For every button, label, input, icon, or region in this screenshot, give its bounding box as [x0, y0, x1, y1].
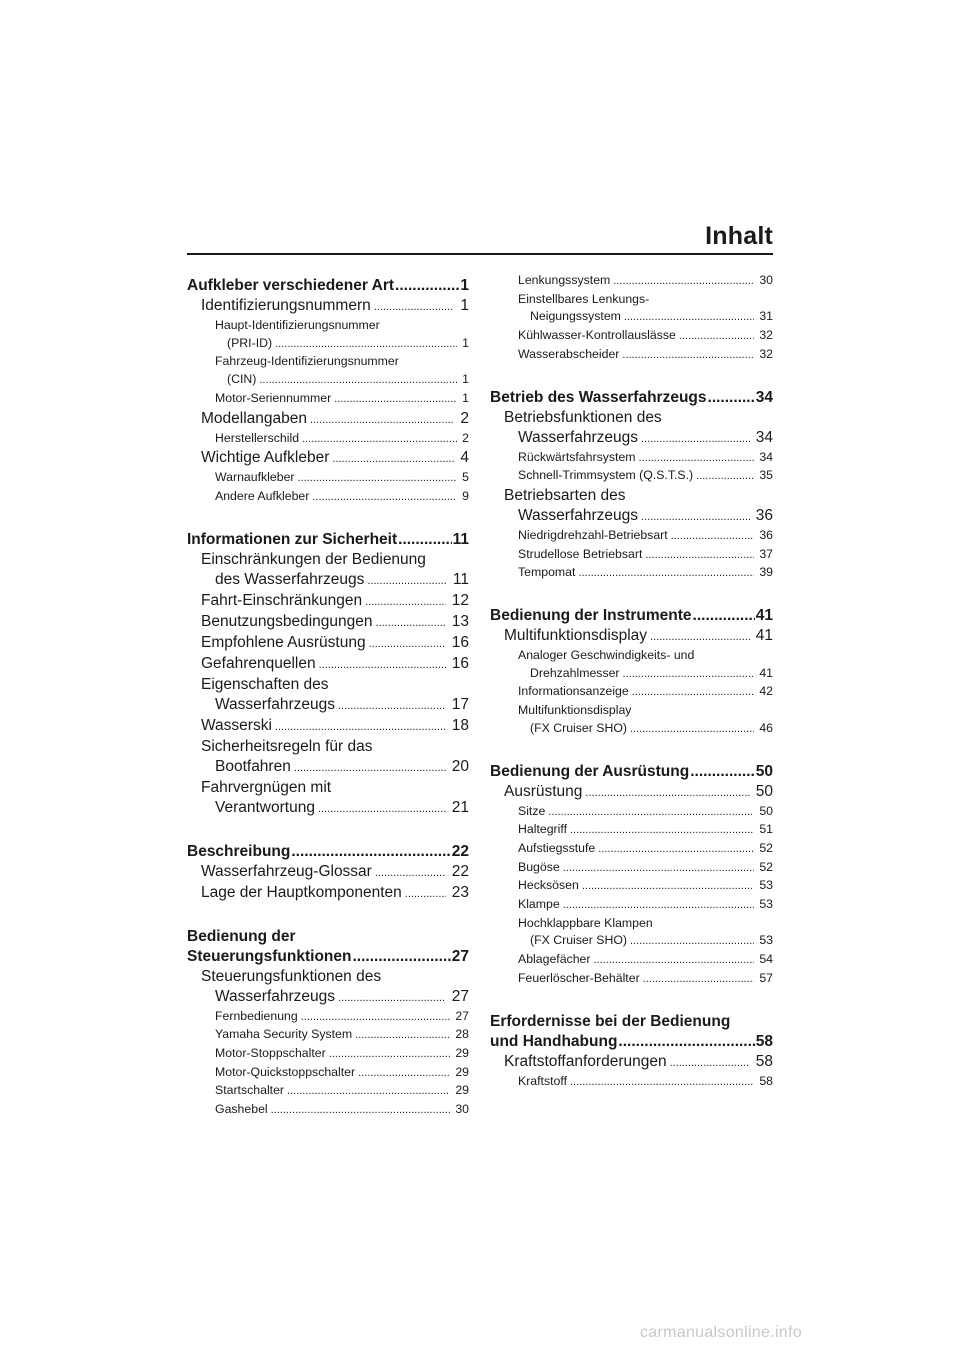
dot-leader — [302, 430, 457, 449]
dot-leader — [618, 1032, 754, 1052]
toc-entry-page: 29 — [455, 1064, 469, 1079]
dot-leader — [358, 1064, 450, 1083]
toc-entry-title: Kraftstoff — [518, 1073, 567, 1088]
dot-leader — [365, 591, 446, 612]
toc-entry-page: 36 — [759, 527, 773, 542]
dot-leader — [645, 546, 754, 565]
toc-entry-title: Fernbedienung — [215, 1008, 298, 1023]
toc-entry-title: Lenkungssystem — [518, 273, 611, 287]
toc-entry-title: Multifunktionsdisplay — [518, 703, 632, 718]
dot-leader — [369, 633, 446, 654]
dot-leader — [630, 932, 754, 951]
toc-entry-title: (FX Cruiser SHO) — [530, 933, 628, 948]
toc-entry-title: Fahrt-Einschränkungen — [201, 591, 363, 609]
toc-entry-title: Herstellerschild — [215, 430, 300, 445]
toc-entry[interactable] — [187, 757, 469, 778]
toc-entry-page: 53 — [759, 878, 773, 893]
toc-entry-page: 52 — [759, 840, 773, 855]
toc-entry-page: 46 — [759, 720, 773, 735]
toc-entry-title: Strudellose Betriebsart — [518, 546, 643, 561]
toc-entry[interactable] — [187, 276, 469, 296]
toc-entry-page: 16 — [451, 633, 469, 651]
toc-entry-title: Multifunktionsdisplay — [504, 627, 648, 645]
toc-entry-heading — [187, 317, 469, 335]
toc-entry-heading — [187, 675, 469, 695]
toc-entry-page: 41 — [759, 665, 773, 680]
toc-entry-title: Betrieb des Wasserfahrzeugs — [490, 388, 707, 406]
toc-entry[interactable] — [490, 720, 773, 739]
toc-entry[interactable] — [187, 409, 469, 430]
toc-entry-title: Bugöse — [518, 859, 560, 874]
toc-entry-title: (FX Cruiser SHO) — [530, 720, 628, 735]
dot-leader — [334, 390, 457, 409]
toc-entry[interactable] — [490, 1073, 773, 1092]
toc-entry-title: Hochklappbare Klampen — [518, 915, 653, 930]
toc-entry[interactable] — [490, 762, 773, 782]
dot-leader — [670, 1052, 750, 1073]
toc-entry-title: (PRI-ID) — [227, 335, 273, 350]
toc-entry-title: Kühlwasser-Kontrollauslässe — [518, 328, 676, 343]
toc-entry-title: des Wasserfahrzeugs — [215, 570, 365, 588]
toc-entry-heading — [490, 702, 773, 720]
dot-leader — [563, 896, 755, 915]
watermark: carmanualsonline.info — [640, 1324, 802, 1341]
toc-entry[interactable] — [490, 896, 773, 915]
toc-entry-title: Motor-Quickstoppschalter — [215, 1064, 356, 1079]
toc-entry-title: Lage der Hauptkomponenten — [201, 883, 402, 901]
toc-entry[interactable] — [490, 564, 773, 583]
toc-entry[interactable] — [490, 527, 773, 546]
toc-entry[interactable] — [490, 782, 773, 803]
toc-entry-title: Tempomat — [518, 565, 576, 580]
dot-leader — [291, 842, 450, 862]
toc-entry-title: Betriebsfunktionen des — [504, 408, 662, 426]
toc-entry-page: 1 — [462, 390, 469, 405]
toc-entry[interactable] — [187, 296, 469, 317]
toc-entry[interactable] — [490, 308, 773, 327]
toc-entry[interactable] — [187, 430, 469, 449]
toc-entry-page: 42 — [759, 684, 773, 699]
toc-entry-page: 29 — [455, 1046, 469, 1061]
toc-entry-title: Gefahrenquellen — [201, 654, 316, 672]
toc-entry-page: 50 — [755, 782, 773, 800]
dot-leader — [338, 695, 446, 716]
dot-leader — [639, 449, 755, 468]
toc-entry[interactable] — [490, 932, 773, 951]
dot-leader — [318, 798, 446, 819]
toc-entry-title: Sitze — [518, 803, 546, 818]
toc-entry-title: Yamaha Security System — [215, 1027, 353, 1042]
toc-entry-page: 4 — [460, 449, 469, 467]
dot-leader — [301, 1008, 451, 1027]
toc-entry[interactable] — [490, 546, 773, 565]
toc-entry-page: 34 — [759, 449, 773, 464]
toc-entry-page: 53 — [759, 897, 773, 912]
toc-entry-title: Aufkleber verschiedener Art — [187, 277, 395, 294]
toc-entry-page: 11 — [452, 570, 469, 588]
toc-entry-title: Wasserfahrzeug-Glossar — [201, 862, 372, 880]
toc-entry-heading — [187, 737, 469, 757]
toc-entry-page: 1 — [462, 372, 469, 387]
toc-entry-page: 30 — [759, 273, 773, 287]
toc-entry-page: 51 — [759, 822, 773, 837]
toc-entry[interactable] — [187, 695, 469, 716]
dot-leader — [329, 1045, 451, 1064]
toc-entry[interactable] — [490, 859, 773, 878]
toc-entry-title: Beschreibung — [187, 842, 291, 860]
toc-entry-title: Drehzahlmesser — [530, 665, 620, 680]
dot-leader — [582, 877, 754, 896]
dot-leader — [275, 335, 457, 354]
toc-entry-title: Klampe — [518, 897, 560, 912]
toc-entry-title: Betriebsarten des — [504, 486, 626, 504]
toc-entry-title: Gashebel — [215, 1102, 268, 1117]
toc-entry-title: Analoger Geschwindigkeits- und — [518, 648, 695, 663]
toc-entry[interactable] — [490, 970, 773, 989]
toc-entry-page: 1 — [460, 277, 469, 294]
toc-entry-title: Bootfahren — [215, 757, 291, 775]
toc-entry-heading — [490, 291, 773, 309]
toc-entry-heading — [187, 353, 469, 371]
dot-leader — [624, 308, 754, 327]
dot-leader — [623, 665, 755, 684]
toc-entry-title: Empfohlene Ausrüstung — [201, 633, 366, 651]
toc-entry-page: 11 — [452, 530, 469, 548]
dot-leader — [395, 276, 459, 296]
toc-entry-page: 52 — [759, 859, 773, 874]
page-title: Inhalt — [705, 222, 773, 250]
toc-entry-page: 13 — [451, 612, 469, 630]
toc-column-left — [187, 276, 469, 1120]
toc-entry-title: Motor-Seriennummer — [215, 390, 332, 405]
toc-entry[interactable] — [187, 1045, 469, 1064]
toc-entry[interactable] — [490, 840, 773, 859]
toc-entry-title: (CIN) — [227, 372, 257, 387]
toc-entry-heading — [490, 408, 773, 428]
toc-entry-page: 37 — [759, 546, 773, 561]
toc-entry[interactable] — [490, 272, 773, 291]
toc-entry[interactable] — [490, 467, 773, 486]
toc-entry[interactable] — [187, 947, 469, 967]
toc-entry-page: 39 — [759, 565, 773, 580]
toc-entry-page: 32 — [759, 346, 773, 361]
toc-entry-title: Warnaufkleber — [215, 470, 295, 485]
dot-leader — [352, 947, 450, 967]
toc-entry-title: Wasserski — [201, 716, 272, 734]
toc-entry-page: 27 — [455, 1008, 469, 1023]
toc-entry-title: Wasserfahrzeugs — [518, 428, 639, 446]
toc-entry-page: 58 — [755, 1032, 773, 1050]
dot-leader — [641, 506, 750, 527]
toc-entry[interactable] — [490, 683, 773, 702]
toc-entry-page: 50 — [755, 762, 773, 780]
toc-entry-page: 12 — [451, 591, 469, 609]
toc-entry-page: 1 — [460, 297, 469, 314]
toc-entry-page: 18 — [451, 716, 469, 734]
toc-entry[interactable] — [490, 821, 773, 840]
toc-entry-title: Ablagefächer — [518, 952, 591, 967]
dot-leader — [548, 803, 754, 822]
dot-leader — [630, 720, 754, 739]
toc-entry-page: 41 — [755, 607, 773, 625]
toc-entry-title: Wichtige Aufkleber — [201, 449, 330, 467]
toc-entry[interactable] — [187, 633, 469, 654]
toc-entry[interactable] — [490, 803, 773, 822]
toc-entry[interactable] — [187, 1082, 469, 1101]
toc-entry[interactable] — [490, 327, 773, 346]
toc-entry-title: Wasserfahrzeugs — [215, 695, 336, 713]
toc-entry-title: Wasserfahrzeugs — [215, 987, 336, 1005]
toc-entry-page: 2 — [462, 430, 469, 445]
toc-entry-page: 36 — [755, 506, 773, 524]
dot-leader — [374, 296, 455, 317]
toc-entry[interactable] — [490, 665, 773, 684]
toc-entry-title: Informationsanzeige — [518, 684, 629, 699]
toc-entry-page: 30 — [455, 1102, 469, 1117]
toc-entry[interactable] — [187, 530, 469, 550]
toc-entry[interactable] — [490, 951, 773, 970]
toc-entry-page: 35 — [759, 468, 773, 483]
toc-entry-heading — [187, 967, 469, 987]
toc-entry-page: 9 — [462, 488, 469, 503]
toc-entry[interactable] — [187, 335, 469, 354]
toc-entry[interactable] — [490, 606, 773, 626]
dot-leader — [622, 346, 754, 365]
dot-leader — [585, 782, 749, 803]
toc-entry[interactable] — [490, 428, 773, 449]
dot-leader — [679, 327, 754, 346]
toc-entry-title: Bedienung der Ausrüstung — [490, 762, 690, 780]
toc-entry-heading — [187, 778, 469, 798]
toc-entry-title: Informationen zur Sicherheit — [187, 530, 398, 548]
toc-entry-title: Einstellbares Lenkungs- — [518, 291, 650, 306]
toc-entry-page: 57 — [759, 970, 773, 985]
dot-leader — [405, 883, 446, 904]
toc-entry-page: 41 — [755, 627, 773, 645]
dot-leader — [355, 1026, 450, 1045]
toc-entry-title: Schnell-Trimmsystem (Q.S.T.S.) — [518, 468, 694, 483]
toc-entry-title: Niedrigdrehzahl-Betriebsart — [518, 527, 668, 542]
toc-entry-page: 50 — [759, 803, 773, 818]
toc-entry[interactable] — [187, 798, 469, 819]
dot-leader — [613, 272, 754, 291]
toc-entry-page: 20 — [451, 757, 469, 775]
toc-entry[interactable] — [187, 1026, 469, 1045]
toc-entry-title: Motor-Stoppschalter — [215, 1046, 326, 1061]
dot-leader — [338, 987, 446, 1008]
toc-entry-title: Modellangaben — [201, 409, 308, 427]
toc-entry[interactable] — [187, 591, 469, 612]
dot-leader — [570, 821, 754, 840]
toc-entry[interactable] — [490, 346, 773, 365]
toc-entry-page: 53 — [759, 933, 773, 948]
toc-entry-title: Eigenschaften des — [201, 675, 329, 693]
toc-entry-heading — [490, 486, 773, 506]
toc-entry-page: 23 — [451, 883, 469, 901]
toc-entry-page: 27 — [451, 987, 469, 1005]
toc-entry-title: Identifizierungsnummern — [201, 297, 371, 314]
dot-leader — [671, 527, 755, 546]
toc-entry-heading — [187, 550, 469, 570]
dot-leader — [319, 654, 446, 675]
toc-entry-title: Einschränkungen der Bedienung — [201, 550, 426, 568]
dot-leader — [367, 570, 447, 591]
dot-leader — [598, 840, 754, 859]
toc-entry[interactable] — [187, 862, 469, 883]
dot-leader — [690, 762, 755, 782]
toc-entry-page: 27 — [451, 947, 469, 965]
dot-leader — [570, 1073, 754, 1092]
toc-entry-heading — [490, 647, 773, 665]
toc-entry-page: 58 — [759, 1073, 773, 1088]
toc-entry-title: Steuerungsfunktionen des — [201, 967, 382, 985]
dot-leader — [563, 859, 755, 878]
toc-entry-page: 54 — [759, 952, 773, 967]
dot-leader — [696, 467, 754, 486]
toc-entry-title: Bedienung der Instrumente — [490, 607, 692, 625]
toc-entry-page: 5 — [462, 470, 469, 485]
toc-entry-page: 34 — [755, 428, 773, 446]
toc-entry[interactable] — [187, 987, 469, 1008]
toc-entry[interactable] — [187, 612, 469, 633]
toc-entry-title: Kraftstoffanforderungen — [504, 1052, 667, 1070]
toc-entry[interactable] — [187, 390, 469, 409]
toc-entry-heading — [490, 915, 773, 933]
toc-entry-heading — [187, 927, 469, 947]
toc-entry-title: Hecksösen — [518, 878, 579, 893]
toc-entry-title: Benutzungsbedingungen — [201, 612, 373, 630]
toc-entry[interactable] — [490, 1032, 773, 1052]
toc-entry-title: Fahrvergnügen mit — [201, 778, 332, 796]
toc-entry-title: Sicherheitsregeln für das — [201, 737, 373, 755]
toc-entry[interactable] — [187, 1064, 469, 1083]
toc-entry-page: 28 — [455, 1027, 469, 1042]
dot-leader — [294, 757, 446, 778]
dot-leader — [632, 683, 755, 702]
toc-entry-page: 31 — [759, 309, 773, 324]
dot-leader — [271, 1101, 451, 1120]
dot-leader — [275, 716, 446, 737]
toc-entry[interactable] — [187, 1101, 469, 1120]
toc-entry[interactable] — [187, 448, 469, 469]
toc-entry[interactable] — [187, 1008, 469, 1027]
toc-entry-page: 29 — [455, 1083, 469, 1098]
dot-leader — [593, 951, 754, 970]
dot-leader — [398, 530, 451, 550]
toc-entry-title: Andere Aufkleber — [215, 488, 310, 503]
toc-entry[interactable] — [187, 570, 469, 591]
toc-entry-page: 2 — [460, 409, 469, 427]
dot-leader — [259, 371, 457, 390]
dot-leader — [298, 469, 458, 488]
toc-entry-page: 22 — [451, 842, 469, 860]
toc-entry-title: Feuerlöscher-Behälter — [518, 970, 640, 985]
toc-entry-page: 1 — [462, 335, 469, 350]
toc-column-right — [490, 272, 773, 1091]
toc-entry-title: Wasserabscheider — [518, 346, 620, 361]
toc-entry-page: 17 — [451, 695, 469, 713]
toc-entry[interactable] — [490, 506, 773, 527]
toc-entry[interactable] — [490, 626, 773, 647]
toc-entry-title: Haltegriff — [518, 822, 567, 837]
dot-leader — [650, 626, 750, 647]
toc-entry-page: 22 — [451, 862, 469, 880]
toc-entry-title: Haupt-Identifizierungsnummer — [215, 318, 380, 332]
toc-entry-page: 21 — [451, 798, 469, 816]
toc-entry[interactable] — [187, 654, 469, 675]
dot-leader — [287, 1082, 450, 1101]
toc-entry-title: Rückwärtsfahrsystem — [518, 449, 636, 464]
dot-leader — [310, 409, 454, 430]
toc-entry-heading — [490, 1012, 773, 1032]
dot-leader — [332, 448, 454, 469]
toc-entry-title: und Handhabung — [490, 1032, 618, 1050]
toc-entry-title: Verantwortung — [215, 798, 315, 816]
toc-entry[interactable] — [490, 1052, 773, 1073]
toc-entry-page: 58 — [755, 1052, 773, 1070]
dot-leader — [312, 488, 457, 507]
toc-entry-title: Neigungssystem — [530, 309, 621, 324]
toc-entry-title: Wasserfahrzeugs — [518, 506, 639, 524]
toc-entry[interactable] — [187, 716, 469, 737]
toc-entry[interactable] — [187, 469, 469, 488]
toc-entry-title: Fahrzeug-Identifizierungsnummer — [215, 354, 399, 369]
dot-leader — [693, 606, 755, 626]
toc-entry-title: Aufstiegsstufe — [518, 840, 596, 855]
toc-entry-page: 16 — [451, 654, 469, 672]
toc-entry-page: 34 — [755, 388, 773, 406]
toc-entry-title: Bedienung der — [187, 927, 296, 945]
dot-leader — [643, 970, 755, 989]
toc-entry-title: Steuerungsfunktionen — [187, 947, 352, 965]
toc-entry[interactable] — [490, 388, 773, 408]
title-rule — [187, 253, 773, 255]
toc-entry[interactable] — [490, 449, 773, 468]
toc-entry-title: Startschalter — [215, 1083, 285, 1098]
toc-entry[interactable] — [490, 877, 773, 896]
toc-entry-page: 32 — [759, 328, 773, 343]
toc-entry[interactable] — [187, 488, 469, 507]
toc-entry[interactable] — [187, 371, 469, 390]
dot-leader — [578, 564, 754, 583]
toc-entry[interactable] — [187, 842, 469, 862]
dot-leader — [641, 428, 750, 449]
dot-leader — [375, 862, 446, 883]
dot-leader — [708, 388, 755, 408]
toc-entry-title: Erfordernisse bei der Bedienung — [490, 1012, 731, 1030]
toc-entry-title: Ausrüstung — [504, 782, 583, 800]
dot-leader — [376, 612, 446, 633]
toc-entry[interactable] — [187, 883, 469, 904]
